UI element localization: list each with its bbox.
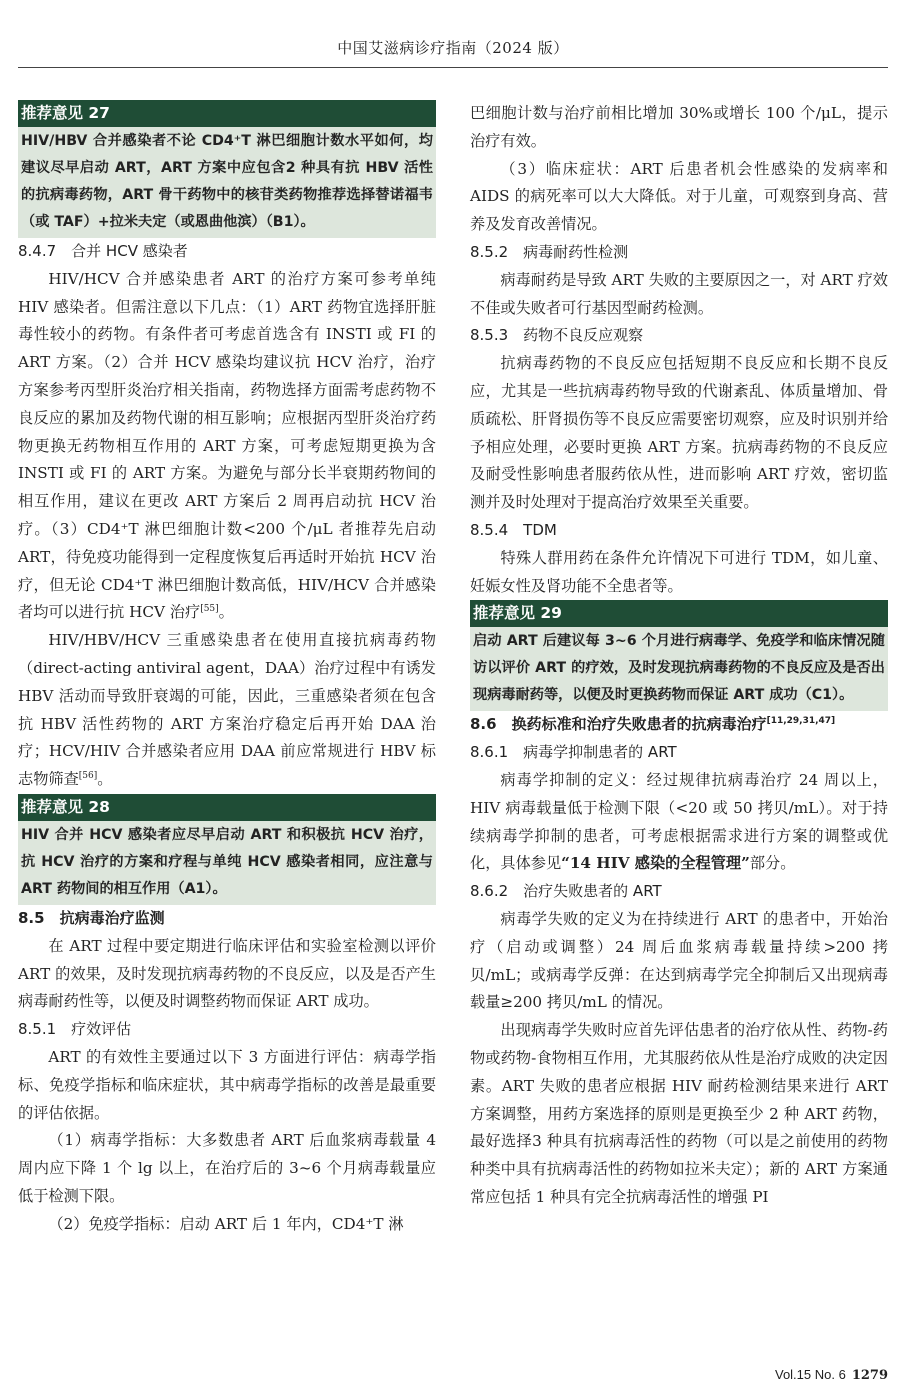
recommendation-29	[470, 600, 888, 711]
citation: [56]	[78, 771, 98, 782]
running-header: 中国艾滋病诊疗指南（2024 版）	[337, 39, 569, 57]
punctuation: 。	[218, 603, 234, 622]
paragraph-suppression	[470, 767, 888, 878]
section-8-5-2-heading: 8.5.2 病毒耐药性检测	[470, 242, 629, 261]
volume-label: Vol.15 No. 6	[774, 1367, 846, 1382]
section-8-5-heading: 8.5 抗病毒治疗监测	[18, 908, 165, 927]
section-8-5-3-heading: 8.5.3 药物不良反应观察	[470, 326, 644, 345]
recommendation-29-body: 启动 ART 后建议每 3~6 个月进行病毒学、免疫学和临床情况随访以评价 ART 的疗效，及时发现抗病毒药物的不良反应及是否出现病毒耐药等，以便及时更换药物而保证 ART 成功（C1）。	[470, 627, 888, 711]
recommendation-29-title: 推荐意见 29	[470, 600, 888, 627]
page-number: 1279	[851, 1368, 888, 1383]
paragraph-immunology: （2）免疫学指标：启动 ART 后 1 年内，CD4⁺T 淋	[48, 1214, 404, 1233]
left-column	[18, 100, 436, 1239]
paragraph-adverse-effects: 抗病毒药物的不良反应包括短期不良反应和长期不良反应，尤其是一些抗病毒药物导致的代谢紊乱、体质量增加、骨质疏松、肝肾损伤等不良反应需要密切观察，应及时识别并给予相应处理，必要时更换 ART 方案。抗病毒药物的不良反应及耐受性影响患者服药依从性，进而影响 ART 疗效，密切监测并及时处理对于提高治疗效果至关重要。	[470, 354, 888, 512]
paragraph-text: 病毒学抑制的定义：经过规律抗病毒治疗 24 周以上，HIV 病毒载量低于检测下限（<20 或 50 拷贝/mL）。对于持续病毒学抑制的患者，可考虑根据需求进行方案的调整或优化，具体参见	[470, 770, 888, 873]
paragraph-immunology-cont: 巴细胞计数与治疗前相比增加 30%或增长 100 个/μL，提示治疗有效。	[470, 104, 888, 150]
paragraph-text: HIV/HBV/HCV 三重感染患者在使用直接抗病毒药物（direct-acting antiviral agent，DAA）治疗过程中有诱发 HBV 活动而导致肝衰竭的可能，因此，三重感染者须在包含抗 HBV 活性药物的 ART 方案治疗稳定后再开始 DAA 治疗；HCV/HIV 合并感染者应用 DAA 前应常规进行 HBV 标志物筛查	[18, 631, 436, 789]
paragraph-monitoring: 在 ART 过程中要定期进行临床评估和实验室检测以评价 ART 的效果，及时发现抗病毒药物的不良反应，以及是否产生病毒耐药性等，以便及时调整药物而保证 ART 成功。	[18, 936, 436, 1011]
recommendation-27	[18, 100, 436, 238]
paragraph-virology: （1）病毒学指标：大多数患者 ART 后血浆病毒载量 4 周内应下降 1 个 lg 以上，在治疗后的 3~6 个月病毒载量应低于检测下限。	[18, 1131, 436, 1205]
paragraph-efficacy: ART 的有效性主要通过以下 3 方面进行评估：病毒学指标、免疫学指标和临床症状，其中病毒学指标的改善是最重要的评估依据。	[18, 1047, 436, 1122]
paragraph-clinical: （3）临床症状：ART 后患者机会性感染的发病率和 AIDS 的病死率可以大大降低。对于儿童，可观察到身高、营养及发育改善情况。	[470, 159, 888, 234]
paragraph-failure-definition: 病毒学失败的定义为在持续进行 ART 的患者中，开始治疗（启动或调整）24 周后血浆病毒载量持续>200 拷贝/mL；或病毒学反弹：在达到病毒学完全抑制后又出现病毒载量≥200 拷贝/mL 的情况。	[470, 909, 888, 1012]
paragraph-triple-infection	[18, 627, 436, 794]
header-rule	[18, 67, 888, 68]
paragraph-text: HIV/HCV 合并感染患者 ART 的治疗方案可参考单纯 HIV 感染者。但需注意以下几点：（1）ART 药物宜选择肝脏毒性较小的药物。有条件者可考虑首选含有 INSTI 或 FI 的 ART 方案。（2）合并 HCV 感染均建议抗 HCV 治疗，治疗方案参考丙型肝炎治疗相关指南，药物选择方面需考虑药物不良反应的累加及药物代谢的相互影响；应根据丙型肝炎治疗药物更换无药物相互作用的 ART 方案，可考虑短期更换为含 INSTI 或 FI 的 ART 方案。为避免与部分长半衰期药物间的相互作用，建议在更改 ART 方案后 2 周再启动抗 HCV 治疗。（3）CD4⁺T 淋巴细胞计数<200 个/μL 者推荐先启动 ART，待免疫功能得到一定程度恢复后再适时开始抗 HCV 治疗，但无论 CD4⁺T 淋巴细胞计数高低，HIV/HCV 合并感染者均可以进行抗 HCV 治疗	[18, 269, 436, 622]
paragraph-tdm: 特殊人群用药在条件允许情况下可进行 TDM，如儿童、妊娠女性及肾功能不全患者等。	[470, 548, 888, 595]
recommendation-27-body: HIV/HBV 合并感染者不论 CD4⁺T 淋巴细胞计数水平如何，均建议尽早启动 ART，ART 方案中应包含2 种具有抗 HBV 活性的抗病毒药物，ART 骨干药物中的核苷类药物推荐选择替诺福韦（或 TAF）+拉米夫定（或恩曲他滨）（B1）。	[18, 127, 436, 238]
recommendation-28-body: HIV 合并 HCV 感染者应尽早启动 ART 和积极抗 HCV 治疗，抗 HCV 治疗的方案和疗程与单纯 HCV 感染者相同，应注意与 ART 药物间的相互作用（A1）。	[18, 821, 436, 905]
citation: [11,29,31,47]	[766, 716, 836, 727]
paragraph-resistance: 病毒耐药是导致 ART 失败的主要原因之一，对 ART 疗效不佳或失败者可行基因型耐药检测。	[470, 270, 888, 317]
citation: [55]	[200, 604, 219, 615]
paragraph-failure-management: 出现病毒学失败时应首先评估患者的治疗依从性、药物-药物或药物-食物相互作用，尤其服药依从性是治疗成败的决定因素。ART 失败的患者应根据 HIV 耐药检测结果来进行 ART 方案调整，用药方案选择的原则是更换至少 2 种 ART 药物，最好选择3 种具有抗病毒活性的药物（可以是之前使用的药物种类中具有抗病毒活性的药物如拉米夫定）；新的 ART 方案通常应包括 1 种具有完全抗病毒活性的增强 PI	[470, 1021, 888, 1206]
section-8-6-heading	[470, 711, 888, 739]
recommendation-27-title: 推荐意见 27	[18, 100, 436, 127]
heading-text: 8.6 换药标准和治疗失败患者的抗病毒治疗	[470, 715, 767, 734]
recommendation-28-title: 推荐意见 28	[18, 794, 436, 821]
paragraph-hcv-coinfection	[18, 266, 436, 627]
paragraph-text-end: 部分。	[749, 854, 796, 873]
section-8-6-2-heading: 8.6.2 治疗失败患者的 ART	[470, 882, 662, 901]
section-8-6-1-heading: 8.6.1 病毒学抑制患者的 ART	[470, 743, 677, 762]
section-8-5-4-heading: 8.5.4 TDM	[470, 520, 557, 539]
cross-reference: “14 HIV 感染的全程管理”	[561, 854, 750, 873]
section-8-4-7-heading: 8.4.7 合并 HCV 感染者	[18, 242, 188, 260]
page-footer	[775, 1367, 888, 1383]
section-8-5-1-heading: 8.5.1 疗效评估	[18, 1020, 132, 1039]
right-column	[470, 100, 888, 1212]
punctuation: 。	[97, 770, 113, 789]
recommendation-28	[18, 794, 436, 905]
